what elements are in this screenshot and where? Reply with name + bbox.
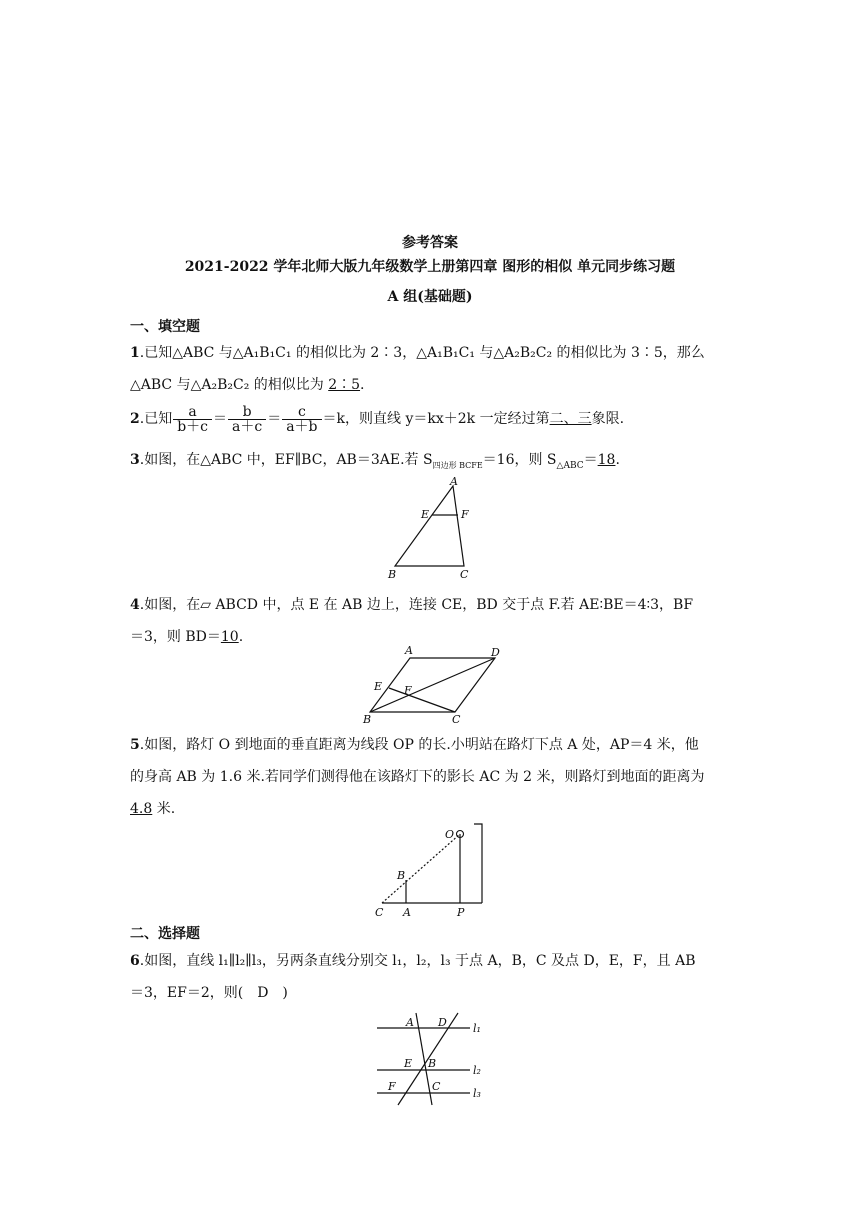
fraction <box>282 405 321 434</box>
answer: 10 <box>220 629 239 645</box>
question-text: .如图，直线 l₁∥l₂∥l₃，另两条直线分别交 l₁，l₂，l₃ 于点 A，B，C 及点 D，E，F，且 AB <box>139 953 696 969</box>
question-6 <box>130 945 732 1009</box>
label-c: C <box>375 906 384 918</box>
label-c: C <box>452 713 461 726</box>
answer: 18 <box>597 452 616 468</box>
question-5 <box>130 729 732 825</box>
group-heading: A 组(基础题) <box>387 289 473 305</box>
light-ray <box>382 834 460 903</box>
question-text: ＝3，则 BD＝ <box>130 629 221 645</box>
label-e: E <box>374 680 383 693</box>
label-p: P <box>457 906 465 918</box>
subscript: 四边形 BCFE <box>432 460 483 470</box>
question-text: 的身高 AB 为 1.6 米.若同学们测得他在该路灯下的影长 AC 为 2 米，则路灯到地面的距离为 <box>130 769 705 785</box>
numerator: c <box>282 405 321 420</box>
section-fill-in: 一、填空题 <box>130 319 200 335</box>
label-f: F <box>461 508 469 521</box>
parallel-lines-figure <box>370 1008 500 1108</box>
label-c: C <box>460 568 469 581</box>
question-2 <box>130 401 732 437</box>
fraction <box>173 405 212 434</box>
triangle-abc <box>395 486 464 566</box>
label-a: A <box>450 476 458 488</box>
label-b: B <box>363 713 372 726</box>
wall <box>474 824 482 903</box>
question-number: 6 <box>130 953 140 969</box>
label-d: D <box>491 646 500 659</box>
label-a: A <box>405 644 413 657</box>
question-1 <box>130 337 732 401</box>
label-l3: l₃ <box>473 1087 481 1100</box>
numerator: b <box>228 405 266 420</box>
parallelogram-figure <box>360 644 510 728</box>
question-text: .如图，路灯 O 到地面的垂直距离为线段 OP 的长.小明站在路灯下点 A 处，AP＝4 米，他 <box>139 737 699 753</box>
page-subtitle: 2021-2022 学年北师大版九年级数学上册第四章 图形的相似 单元同步练习题 <box>184 259 676 275</box>
question-text: ＝16，则 S <box>482 452 557 468</box>
question-number: 4 <box>130 597 140 613</box>
question-text: .如图，在△ABC 中，EF∥BC，AB＝3AE.若 S <box>139 452 433 468</box>
denominator: a＋c <box>232 418 263 435</box>
question-number: 3 <box>130 452 140 468</box>
question-text: 象限. <box>591 411 625 427</box>
answer: 2∶5 <box>328 377 361 393</box>
section-choice: 二、选择题 <box>130 926 200 942</box>
question-text: . <box>615 452 620 468</box>
label-b: B <box>388 568 397 581</box>
label-e: E <box>404 1057 413 1070</box>
denominator: b＋c <box>177 418 209 435</box>
label-f: F <box>404 684 412 697</box>
fraction <box>228 405 266 434</box>
label-a: A <box>406 1016 414 1029</box>
label-c: C <box>432 1080 441 1093</box>
question-text: ＝3，EF＝2，则( D ) <box>130 985 288 1001</box>
street-lamp-figure <box>370 818 490 918</box>
label-e: E <box>421 508 430 521</box>
question-text: △ABC 与△A₂B₂C₂ 的相似比为 <box>130 377 329 393</box>
label-b: B <box>428 1057 437 1070</box>
question-number: 5 <box>130 737 140 753</box>
numerator: a <box>173 405 212 420</box>
question-text: . <box>238 629 244 645</box>
question-text: .已知△ABC 与△A₁B₁C₁ 的相似比为 2∶3，△A₁B₁C₁ 与△A₂B₂C₂ 的相似比为 3∶5，那么 <box>139 345 705 361</box>
question-text: 米. <box>152 801 176 817</box>
label-f: F <box>388 1080 396 1093</box>
answer: 二、三 <box>549 411 592 427</box>
label-a: A <box>403 906 411 918</box>
equals-sign: ＝ <box>267 411 282 427</box>
label-l2: l₂ <box>473 1064 481 1077</box>
subscript: △ABC <box>556 460 584 471</box>
question-text: .已知 <box>139 411 173 427</box>
question-text: .如图，在▱ ABCD 中，点 E 在 AB 边上，连接 CE，BD 交于点 F.若 AE∶BE＝4∶3，BF <box>139 597 694 613</box>
label-o: O <box>445 828 455 841</box>
question-number: 1 <box>130 345 140 361</box>
denominator: a＋b <box>286 418 318 435</box>
question-number: 2 <box>130 411 140 427</box>
triangle-figure <box>380 476 490 584</box>
question-text: ＝k，则直线 y＝kx＋2k 一定经过第 <box>322 411 550 427</box>
equals-sign: ＝ <box>583 452 598 468</box>
label-d: D <box>438 1016 447 1029</box>
label-l1: l₁ <box>473 1022 481 1035</box>
equals-sign: ＝ <box>213 411 228 427</box>
page-title: 参考答案 <box>402 235 458 251</box>
label-b: B <box>397 869 406 882</box>
question-text: . <box>360 377 365 393</box>
answer: 4.8 <box>130 801 153 817</box>
